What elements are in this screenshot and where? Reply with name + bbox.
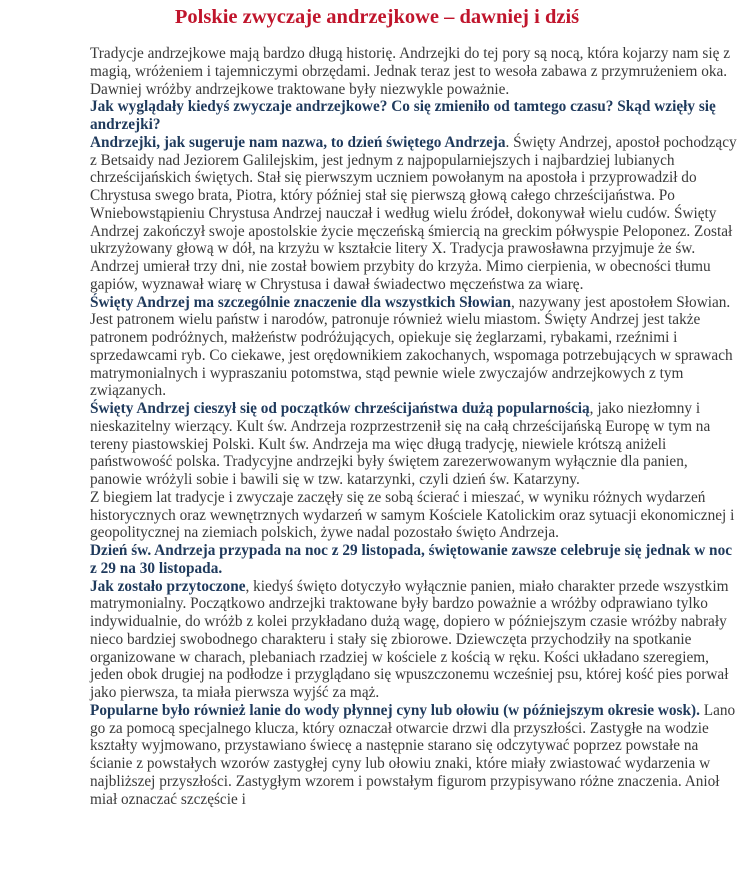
paragraph-lead: Andrzejki, jak sugeruje nam nazwa, to dzień świętego Andrzeja: [90, 133, 506, 151]
paragraph-lead: Jak zostało przytoczone: [90, 577, 246, 595]
paragraph-history: Z biegiem lat tradycje i zwyczaje zaczęły się ze sobą ścierać i mieszać, w wyniku różnych wydarzeń historycznych oraz wewnętrznych wydarzeń w samym Kościele Katolickim oraz sytuacji ekonomicznej i geopolitycznej na ziemiach polskich, żywe nadal pozostało święto Andrzeja.: [90, 488, 735, 542]
paragraph-text: . Święty Andrzej, apostoł pochodzący z Betsaidy nad Jeziorem Galilejskim, jest jednym z najpopularniejszych i najbardziej lubianych chrześcijańskich świętych. Stał się pierwszym uczniem powołanym na apostoła i przyprowadził do Chrystusa swego brata, Piotra, który później stał się pierwszą głową całego chrześcijaństwa. Po Wniebowstąpieniu Chrystusa Andrzej nauczał i według wielu źródeł, dokonywał wielu cudów. Święty Andrzej zakończył swoje apostolskie życie męczeńską śmiercią na greckim półwyspie Peloponez. Został ukrzyżowany głową w dół, na krzyżu w kształcie litery X. Tradycja prawosławna przyjmuje że św. Andrzej umierał trzy dni, nie został bowiem przybity do krzyża. Mimo cierpienia, w obecności tłumu gapiów, wyznawał wiarę w Chrystusa i dawał świadectwo męczeństwa za wiarę.: [90, 133, 737, 293]
paragraph-pouring: [90, 702, 740, 809]
paragraph-text: , jako niezłomny i nieskazitelny wierzący. Kult św. Andrzeja rozprzestrzenił się na całą chrześcijańską Europę w tym na tereny piastowskiej Polski. Kult św. Andrzeja ma więc długą tradycję, niewiele krótszą aniżeli państwowość polska. Tradycyjne andrzejki były świętem zarezerwowanym wyłącznie dla panien, panowie wróżyli sobie i bawili się w tzw. katarzynki, czyli dzień św. Katarzyny.: [90, 400, 711, 488]
document-title: Polskie zwyczaje andrzejkowe – dawniej i dziś: [174, 6, 580, 28]
paragraph-lead: Popularne było również lanie do wody płynnej cyny lub ołowiu (w późniejszym okresie wosk).: [90, 701, 700, 719]
paragraph-text: , kiedyś święto dotyczyło wyłącznie panien, miało charakter przede wszystkim matrymonialny. Początkowo andrzejki traktowane były bardzo poważnie a wróżby odprawiano tylko indywidualnie, do wróżb z kolei przykładano dużą wagę, dopiero w późniejszym czasie wróżby nabrały nieco bardziej swobodnego charakteru i stały się zbiorowe. Dziewczęta przychodziły na spotkanie organizowane w charach, plebaniach rzadziej w kościele z kością w ręku. Kości układano szeregiem, jeden obok drugiej na podłodze i przyglądano się wpuszczonemu wcześniej psu, której kość pies porwał jako pierwsza, ta miała pierwsza wyjść za mąż.: [90, 577, 729, 701]
paragraph-popularity: [90, 400, 740, 489]
date-text: Dzień św. Andrzeja przypada na noc z 29 listopada, świętowanie zawsze celebruje się jednak w noc z 29 na 30 listopada.: [90, 542, 733, 577]
intro-paragraph: Tradycje andrzejkowe mają bardzo długą historię. Andrzejki do tej pory są nocą, która kojarzy nam się z magią, wróżeniem i tajemniczymi obrzędami. Jednak teraz jest to wesoła zabawa z przymrużeniem oka. Dawniej wróżby andrzejkowe traktowane były niezwykle poważnie.: [90, 45, 730, 98]
date-heading: [90, 542, 740, 578]
paragraph-lead: Święty Andrzej ma szczególnie znaczenie dla wszystkich Słowian: [90, 293, 512, 311]
paragraph-customs: [90, 578, 740, 702]
paragraph-lead: Święty Andrzej cieszył się od początków chrześcijaństwa dużą popularnością: [90, 400, 590, 417]
question-text: Jak wyglądały kiedyś zwyczaje andrzejkowe? Co się zmieniło od tamtego czasu? Skąd wzięły się andrzejki?: [90, 98, 716, 133]
question-heading: [90, 98, 740, 134]
paragraph-slavs: [90, 294, 740, 401]
paragraph-text: Lano go za pomocą specjalnego klucza, który oznaczał otwarcie drzwi dla przyszłości. Zastygłe na wodzie kształty wyjmowano, przystawiano świecę a następnie starano się odczytywać poprzez powstałe na ścianie z powstałych wzorów zastygłej cyny lub ołowiu znaki, które miały zwiastować wydarzenia w najbliższej przyszłości. Zastygłym wzorem i powstałym figurom przypisywano różne znaczenia. Anioł miał oznaczać szczęście i: [90, 701, 736, 808]
article-body: [90, 45, 740, 808]
paragraph-text: , nazywany jest apostołem Słowian. Jest patronem wielu państw i narodów, patronuje również wielu miastom. Święty Andrzej jest także patronem podróżnych, małżeństw podróżujących, opiekuje się żeglarzami, rybakami, rzeźnimi i sprzedawcami ryb. Co ciekawe, jest orędownikiem zakochanych, wspomaga potrzebujących w sprawach matrymonialnych i wypraszaniu potomstwa, stąd pewnie wiele zwyczajów andrzejkowych z tym związanych.: [90, 293, 733, 400]
paragraph-andrzej-origin: [90, 134, 740, 294]
